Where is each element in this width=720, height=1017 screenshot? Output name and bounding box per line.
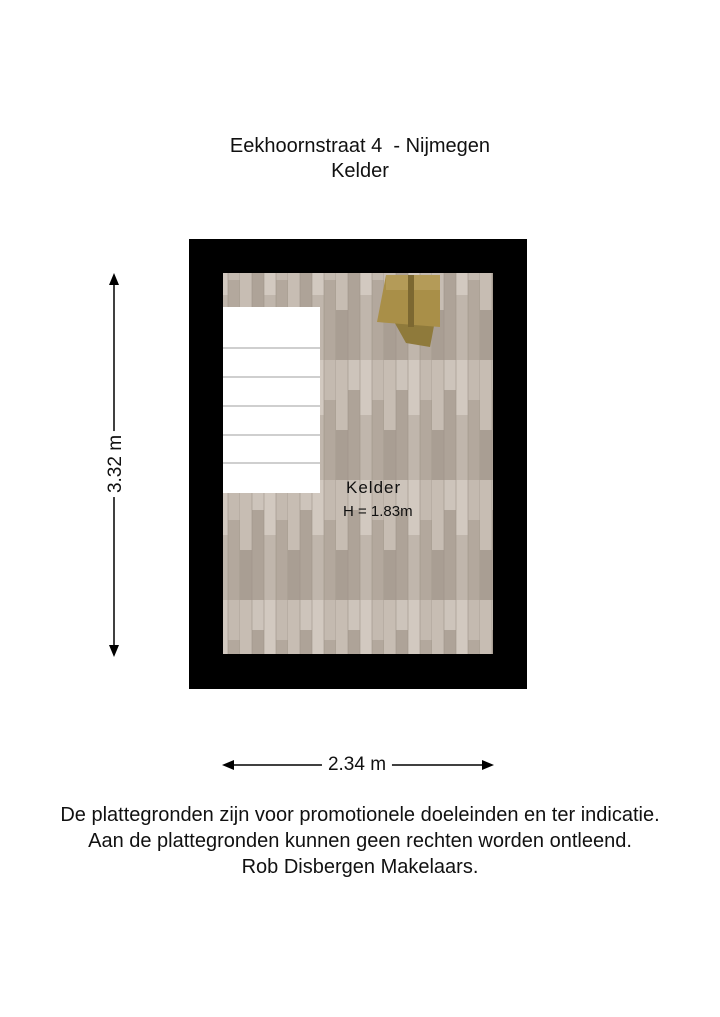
disclaimer-line-2: Aan de plattegronden kunnen geen rechten worden ontleend. [88, 830, 632, 852]
stairs [223, 307, 320, 493]
room-height: H = 1.83m [343, 503, 413, 520]
disclaimer-line-3: Rob Disbergen Makelaars. [241, 856, 479, 878]
disclaimer-line-1: De plattegronden zijn voor promotionele doeleinden en ter indicatie. [60, 804, 660, 826]
height-dimension-label: 3.32 m [105, 431, 127, 497]
floor-title: Kelder [331, 160, 389, 182]
disclaimer [0, 802, 720, 880]
room-name: Kelder [346, 478, 402, 497]
width-dimension-label: 2.34 m [322, 754, 392, 776]
address-title: Eekhoornstraat 4 - Nijmegen [229, 135, 491, 157]
